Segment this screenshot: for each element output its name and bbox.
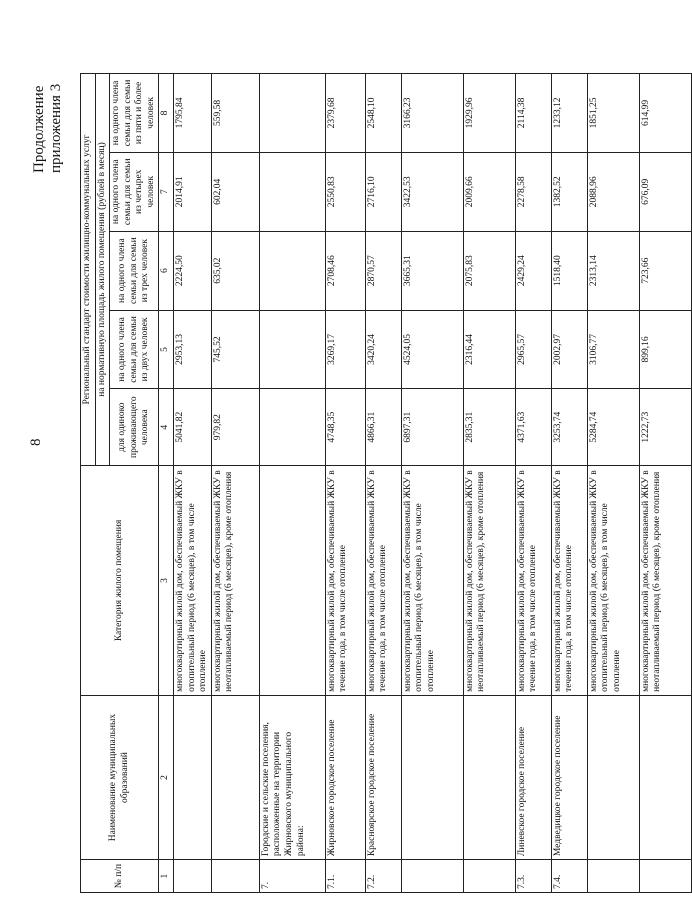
value-cell: 2313,14	[587, 231, 639, 310]
value-cell: 2716,10	[365, 152, 401, 231]
value-cell: 676,09	[639, 152, 691, 231]
standards-table	[80, 73, 692, 893]
value-cell: 2014,91	[174, 152, 212, 231]
value-cell: 745,52	[211, 310, 259, 389]
value-cell: 3106,77	[587, 310, 639, 389]
housing-category: многоквартирный жилой дом, обеспечиваемый ЖКУ в неотапливаемый период (6 месяцев), кроме отопления	[211, 466, 259, 696]
row-number: 7.4.	[551, 860, 587, 893]
municipality-name: Линевское городское поселение	[515, 695, 551, 859]
colnum: 1	[159, 860, 174, 893]
row-number: 7.3.	[515, 860, 551, 893]
colnum: 2	[159, 695, 174, 859]
value-cell: 4866,31	[365, 389, 401, 466]
housing-category: многоквартирный жилой дом, обеспечиваемый ЖКУ в течение года, в том числе отопление	[515, 466, 551, 696]
municipality-name: Красноярское городское поселение	[365, 695, 401, 859]
colnum: 6	[159, 231, 174, 310]
municipality-name	[587, 695, 639, 859]
value-cell: 6897,31	[401, 389, 463, 466]
value-cell: 2870,57	[365, 231, 401, 310]
table-row	[211, 74, 259, 893]
rotated-page	[20, 43, 663, 893]
header-no: № п/п	[81, 860, 159, 893]
header-standard-line2: на нормативную площадь жилого помещения (рублей в месяц)	[95, 74, 110, 466]
colnum: 8	[159, 74, 174, 153]
table-row	[365, 74, 401, 893]
table-row	[259, 74, 325, 893]
value-cell: 3665,31	[401, 231, 463, 310]
value-cell	[259, 231, 325, 310]
value-cell: 635,02	[211, 231, 259, 310]
colnum: 7	[159, 152, 174, 231]
value-cell: 3420,24	[365, 310, 401, 389]
value-cell: 1233,12	[551, 74, 587, 153]
table-row	[325, 74, 365, 893]
value-cell: 1382,52	[551, 152, 587, 231]
row-number: 7.2.	[365, 860, 401, 893]
colnum: 3	[159, 466, 174, 696]
value-cell: 1851,25	[587, 74, 639, 153]
value-cell	[259, 74, 325, 153]
column-number-row	[159, 74, 174, 893]
value-cell: 2009,66	[463, 152, 515, 231]
value-cell: 2278,58	[515, 152, 551, 231]
value-cell: 2114,38	[515, 74, 551, 153]
value-cell: 2075,83	[463, 231, 515, 310]
value-cell: 2835,31	[463, 389, 515, 466]
value-cell: 559,58	[211, 74, 259, 153]
value-cell: 5041,82	[174, 389, 212, 466]
housing-category: многоквартирный жилой дом, обеспечиваемый ЖКУ в неотапливаемый период (6 месяцев), кроме отопления	[639, 466, 691, 696]
value-cell: 2548,10	[365, 74, 401, 153]
value-cell: 3269,17	[325, 310, 365, 389]
row-number	[174, 860, 212, 893]
housing-category: многоквартирный жилой дом, обеспечиваемый ЖКУ в отопительный период (6 месяцев), в том числе отопление	[587, 466, 639, 696]
value-cell: 614,99	[639, 74, 691, 153]
table-body	[174, 74, 692, 893]
housing-category: многоквартирный жилой дом, обеспечиваемый ЖКУ в отопительный период (6 месяцев), в том числе отопление	[401, 466, 463, 696]
municipality-name	[211, 695, 259, 859]
value-cell: 2953,13	[174, 310, 212, 389]
value-cell: 1222,73	[639, 389, 691, 466]
colnum: 5	[159, 310, 174, 389]
row-number	[639, 860, 691, 893]
header-col5: на одного члена семьи для семьи из двух человек	[110, 310, 159, 389]
value-cell: 1929,96	[463, 74, 515, 153]
value-cell: 2965,57	[515, 310, 551, 389]
value-cell	[259, 389, 325, 466]
header-col6: на одного члена семьи для семьи из трех человек	[110, 231, 159, 310]
header-col8: на одного члена семьи для семьи из пяти и более человек	[110, 74, 159, 153]
housing-category: многоквартирный жилой дом, обеспечиваемый ЖКУ в течение года, в том числе отопление	[365, 466, 401, 696]
value-cell: 2002,97	[551, 310, 587, 389]
value-cell	[259, 152, 325, 231]
value-cell: 1518,40	[551, 231, 587, 310]
value-cell: 3166,23	[401, 74, 463, 153]
municipality-name: Городские и сельские поселения, расположенные на территории Жирновского муниципального района:	[259, 695, 325, 859]
municipality-name: Жирновское городское поселение	[325, 695, 365, 859]
value-cell: 1795,84	[174, 74, 212, 153]
table-row	[174, 74, 212, 893]
housing-category	[259, 466, 325, 696]
table-row	[401, 74, 463, 893]
colnum: 4	[159, 389, 174, 466]
housing-category: многоквартирный жилой дом, обеспечиваемый ЖКУ в неотапливаемый период (6 месяцев), кроме отопления	[463, 466, 515, 696]
table-row	[515, 74, 551, 893]
value-cell: 2708,46	[325, 231, 365, 310]
municipality-name	[639, 695, 691, 859]
value-cell	[259, 310, 325, 389]
row-number	[463, 860, 515, 893]
table-row	[587, 74, 639, 893]
row-number: 7.1.	[325, 860, 365, 893]
value-cell: 2088,96	[587, 152, 639, 231]
value-cell: 3422,53	[401, 152, 463, 231]
row-number: 7.	[259, 860, 325, 893]
value-cell: 4748,35	[325, 389, 365, 466]
value-cell: 979,82	[211, 389, 259, 466]
value-cell: 4371,63	[515, 389, 551, 466]
value-cell: 4524,05	[401, 310, 463, 389]
table-header	[81, 74, 174, 893]
header-name: Наименование муниципальных образований	[81, 695, 159, 859]
row-number	[401, 860, 463, 893]
value-cell: 899,16	[639, 310, 691, 389]
value-cell: 723,66	[639, 231, 691, 310]
housing-category: многоквартирный жилой дом, обеспечиваемый ЖКУ в течение года, в том числе отопление	[551, 466, 587, 696]
row-number	[211, 860, 259, 893]
housing-category: многоквартирный жилой дом, обеспечиваемый ЖКУ в течение года, в том числе отопление	[325, 466, 365, 696]
header-standard-line1: Региональный стандарт стоимости жилищно-коммунальных услуг	[81, 74, 96, 466]
value-cell: 3253,74	[551, 389, 587, 466]
header-col4: для одиноко проживающего человека	[110, 389, 159, 466]
header-category: Категория жилого помещения	[81, 466, 159, 696]
municipality-name	[174, 695, 212, 859]
value-cell: 2316,44	[463, 310, 515, 389]
value-cell: 602,04	[211, 152, 259, 231]
row-number	[587, 860, 639, 893]
housing-category: многоквартирный жилой дом, обеспечиваемый ЖКУ в отопительный период (6 месяцев), в том числе отопление	[174, 466, 212, 696]
value-cell: 2550,83	[325, 152, 365, 231]
municipality-name: Медведицкое городское поселение	[551, 695, 587, 859]
table-row	[551, 74, 587, 893]
appendix-heading: Продолжение приложения 3	[31, 83, 64, 173]
page-number: 8	[28, 438, 44, 446]
value-cell: 2429,24	[515, 231, 551, 310]
header-col7: на одного члена семьи для семьи из четырех человек	[110, 152, 159, 231]
municipality-name	[463, 695, 515, 859]
table-row	[463, 74, 515, 893]
value-cell: 2224,50	[174, 231, 212, 310]
value-cell: 5284,74	[587, 389, 639, 466]
municipality-name	[401, 695, 463, 859]
value-cell: 2379,68	[325, 74, 365, 153]
table-row	[639, 74, 691, 893]
